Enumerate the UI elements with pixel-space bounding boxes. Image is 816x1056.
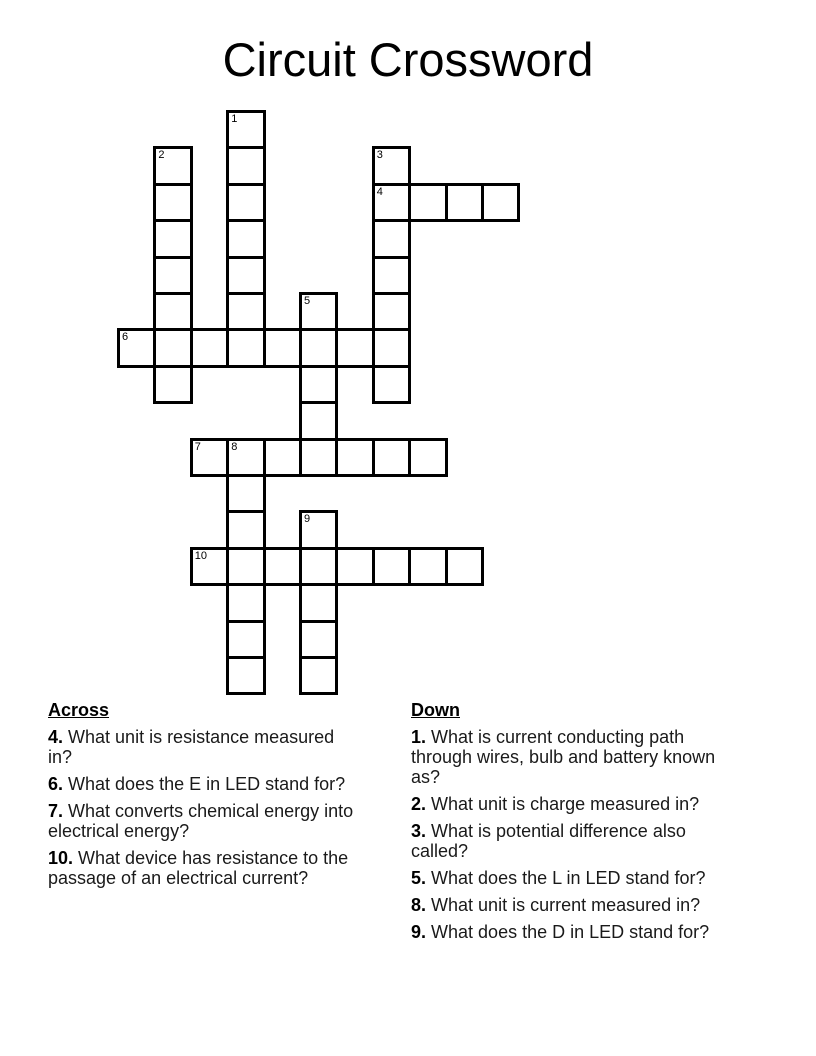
clue-number: 2. <box>411 794 427 814</box>
grid-cell[interactable] <box>153 219 192 258</box>
grid-cell[interactable] <box>226 219 265 258</box>
clue-text: What does the L in LED stand for? <box>431 868 706 888</box>
cell-number: 5 <box>304 295 311 307</box>
clue-across-6 <box>48 774 360 794</box>
clue-down-1 <box>411 727 723 787</box>
grid-cell[interactable] <box>372 547 411 586</box>
grid-cell[interactable] <box>153 183 192 222</box>
grid-cell[interactable] <box>372 219 411 258</box>
grid-cell[interactable] <box>299 328 338 367</box>
grid-cell[interactable] <box>190 438 229 477</box>
grid-cell[interactable] <box>226 292 265 331</box>
clue-number: 8. <box>411 895 427 915</box>
grid-cell[interactable] <box>226 547 265 586</box>
clue-down-3 <box>411 821 723 861</box>
grid-cell[interactable] <box>263 547 302 586</box>
grid-cell[interactable] <box>263 328 302 367</box>
grid-cell[interactable] <box>226 510 265 549</box>
clue-down-8 <box>411 895 723 915</box>
grid-cell[interactable] <box>299 292 338 331</box>
grid-cell[interactable] <box>299 401 338 440</box>
across-clues-section <box>48 700 360 895</box>
grid-cell[interactable] <box>299 656 338 695</box>
grid-cell[interactable] <box>372 365 411 404</box>
clue-across-4 <box>48 727 360 767</box>
grid-cell[interactable] <box>117 328 156 367</box>
cell-number: 2 <box>158 149 165 162</box>
cell-number: 8 <box>231 440 238 453</box>
grid-cell[interactable] <box>299 438 338 477</box>
clue-number: 4. <box>48 727 64 747</box>
clue-text: What unit is resistance measured in? <box>48 727 335 767</box>
down-heading: Down <box>411 700 460 720</box>
clue-text: What does the D in LED stand for? <box>431 922 710 942</box>
cell-number: 3 <box>376 149 383 162</box>
grid-cell[interactable] <box>335 438 374 477</box>
grid-cell[interactable] <box>190 328 229 367</box>
grid-cell[interactable] <box>299 510 338 549</box>
clue-down-9 <box>411 922 723 942</box>
clue-down-2 <box>411 794 723 814</box>
cell-number: 4 <box>376 185 383 198</box>
grid-cell[interactable] <box>226 474 265 513</box>
clue-across-10 <box>48 848 360 888</box>
clue-number: 6. <box>48 774 64 794</box>
grid-cell[interactable] <box>299 583 338 622</box>
grid-cell[interactable] <box>226 256 265 295</box>
grid-cell[interactable] <box>372 146 411 185</box>
grid-cell[interactable] <box>481 183 520 222</box>
grid-cell[interactable] <box>153 365 192 404</box>
down-clues-section <box>411 700 723 949</box>
clue-across-7 <box>48 801 360 841</box>
clue-number: 3. <box>411 821 427 841</box>
clue-number: 5. <box>411 868 427 888</box>
clue-text: What unit is current measured in? <box>431 895 701 915</box>
down-clue-list <box>411 727 723 942</box>
clue-text: What does the E in LED stand for? <box>68 774 346 794</box>
grid-cell[interactable] <box>445 183 484 222</box>
clue-number: 1. <box>411 727 427 747</box>
grid-cell[interactable] <box>372 292 411 331</box>
grid-cell[interactable] <box>190 547 229 586</box>
clue-number: 7. <box>48 801 64 821</box>
clue-text: What unit is charge measured in? <box>431 794 700 814</box>
clue-number: 10. <box>48 848 74 868</box>
clue-down-5 <box>411 868 723 888</box>
grid-cell[interactable] <box>226 183 265 222</box>
grid-cell[interactable] <box>372 256 411 295</box>
grid-cell[interactable] <box>226 438 265 477</box>
grid-cell[interactable] <box>335 547 374 586</box>
cell-number: 1 <box>231 113 238 125</box>
grid-cell[interactable] <box>153 328 192 367</box>
clue-number: 9. <box>411 922 427 942</box>
clue-text: What converts chemical energy into electrical energy? <box>48 801 354 841</box>
grid-cell[interactable] <box>226 583 265 622</box>
grid-cell[interactable] <box>226 656 265 695</box>
grid-cell[interactable] <box>153 292 192 331</box>
cell-number: 10 <box>194 549 208 562</box>
grid-cell[interactable] <box>335 328 374 367</box>
cell-number: 9 <box>304 513 311 526</box>
grid-cell[interactable] <box>372 328 411 367</box>
grid-cell[interactable] <box>226 110 265 149</box>
grid-cell[interactable] <box>408 547 447 586</box>
grid-cell[interactable] <box>153 146 192 185</box>
grid-cell[interactable] <box>153 256 192 295</box>
clue-text: What device has resistance to the passage of an electrical current? <box>48 848 349 888</box>
grid-cell[interactable] <box>226 620 265 659</box>
grid-cell[interactable] <box>408 438 447 477</box>
grid-cell[interactable] <box>408 183 447 222</box>
across-clue-list <box>48 727 360 888</box>
grid-cell[interactable] <box>372 438 411 477</box>
clue-text: What is potential difference also called? <box>411 821 686 861</box>
grid-cell[interactable] <box>445 547 484 586</box>
across-heading: Across <box>48 700 110 720</box>
clue-text: What is current conducting path through wires, bulb and battery known as? <box>411 727 716 787</box>
grid-cell[interactable] <box>226 328 265 367</box>
grid-cell[interactable] <box>372 183 411 222</box>
cell-number: 6 <box>122 331 129 344</box>
page-title: Circuit Crossword <box>222 33 594 86</box>
grid-cell[interactable] <box>299 547 338 586</box>
grid-cell[interactable] <box>299 620 338 659</box>
cell-number: 7 <box>194 440 201 453</box>
grid-cell[interactable] <box>299 365 338 404</box>
grid-cell[interactable] <box>263 438 302 477</box>
grid-cell[interactable] <box>226 146 265 185</box>
